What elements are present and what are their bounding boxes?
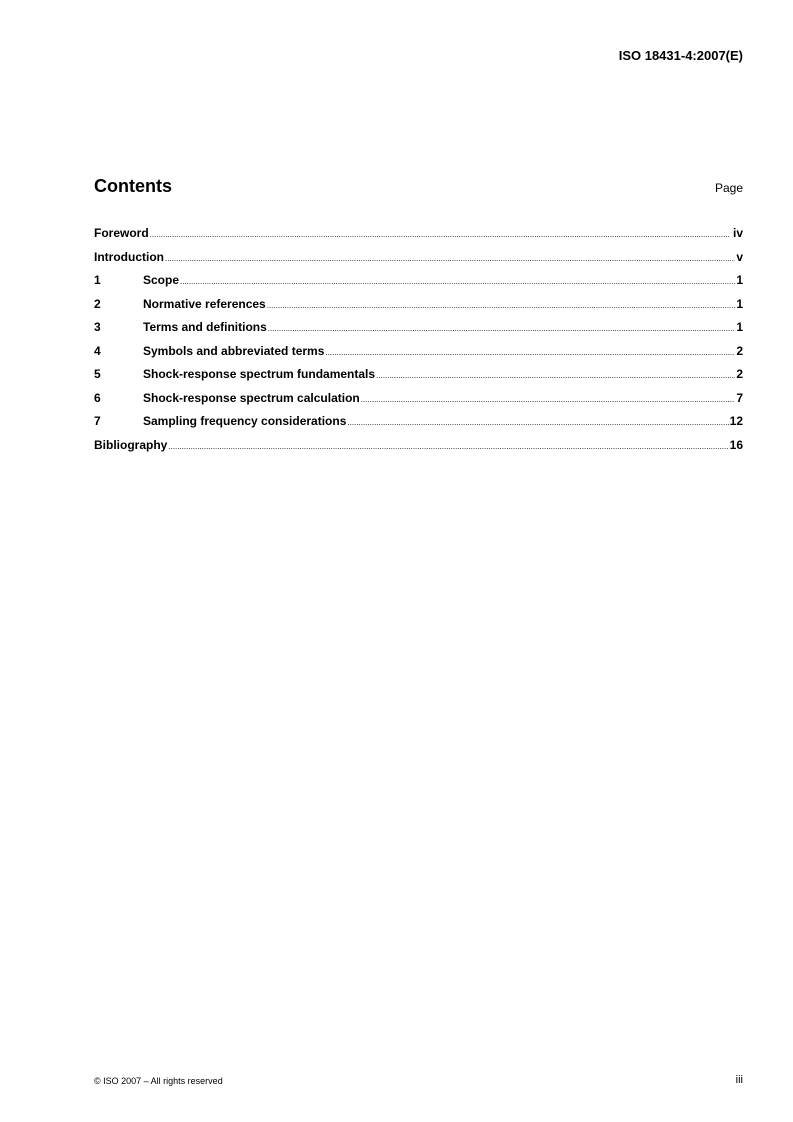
toc-section-number: 7 — [94, 414, 101, 428]
toc-page-number: 1 — [736, 320, 743, 334]
toc-leader — [268, 324, 736, 333]
toc-label: Terms and definitions — [143, 320, 267, 334]
toc-label: Scope — [143, 273, 180, 287]
toc-page-number: 1 — [736, 296, 743, 311]
document-id: ISO 18431-4:2007(E) — [618, 48, 743, 63]
toc-section-number: 3 — [94, 320, 101, 334]
toc-leader — [168, 442, 728, 451]
toc-page-number: 16 — [729, 437, 743, 452]
toc-label: Introduction — [94, 249, 164, 264]
toc-leader — [376, 371, 735, 380]
toc-entry-srs-calculation[interactable] — [94, 391, 743, 415]
toc-leader — [361, 395, 736, 404]
toc-label: Bibliography — [94, 437, 168, 452]
toc-entry-terms-and-definitions[interactable] — [94, 320, 743, 344]
toc-label: Sampling frequency considerations — [143, 414, 347, 428]
toc-page-number: 12 — [729, 414, 743, 428]
toc-page-number: iv — [732, 226, 743, 240]
toc-leader — [180, 277, 735, 286]
toc-section-number: 5 — [94, 367, 101, 381]
toc-entry-sampling-frequency[interactable] — [94, 414, 743, 438]
toc-label: Normative references — [143, 296, 266, 311]
toc-entry-foreword[interactable] — [94, 226, 743, 250]
toc-section-number: 1 — [94, 273, 101, 287]
toc-section-number: 4 — [94, 343, 101, 358]
toc-page-number: 2 — [736, 367, 743, 381]
table-of-contents — [94, 226, 743, 461]
toc-leader — [150, 230, 732, 239]
toc-label: Shock-response spectrum fundamentals — [143, 367, 376, 381]
toc-leader — [267, 301, 736, 310]
toc-entry-bibliography[interactable] — [94, 438, 743, 462]
footer-page-number: iii — [735, 1074, 743, 1086]
toc-section-number: 2 — [94, 296, 101, 311]
toc-entry-introduction[interactable] — [94, 250, 743, 274]
toc-page-number: v — [736, 249, 743, 264]
toc-leader — [325, 348, 735, 357]
toc-page-number: 1 — [736, 273, 743, 287]
toc-entry-symbols[interactable] — [94, 344, 743, 368]
toc-label: Symbols and abbreviated terms — [143, 343, 325, 358]
toc-leader — [165, 254, 735, 263]
toc-label: Shock-response spectrum calculation — [143, 390, 360, 405]
page-column-label: Page — [714, 181, 743, 195]
toc-page-number: 2 — [736, 343, 743, 358]
toc-page-number: 7 — [736, 390, 743, 405]
copyright-notice: © ISO 2007 – All rights reserved — [94, 1076, 223, 1086]
toc-entry-srs-fundamentals[interactable] — [94, 367, 743, 391]
toc-label: Foreword — [94, 226, 149, 240]
contents-title: Contents — [94, 176, 172, 196]
toc-entry-scope[interactable] — [94, 273, 743, 297]
toc-entry-normative-references[interactable] — [94, 297, 743, 321]
toc-section-number: 6 — [94, 390, 101, 405]
toc-leader — [347, 418, 728, 427]
